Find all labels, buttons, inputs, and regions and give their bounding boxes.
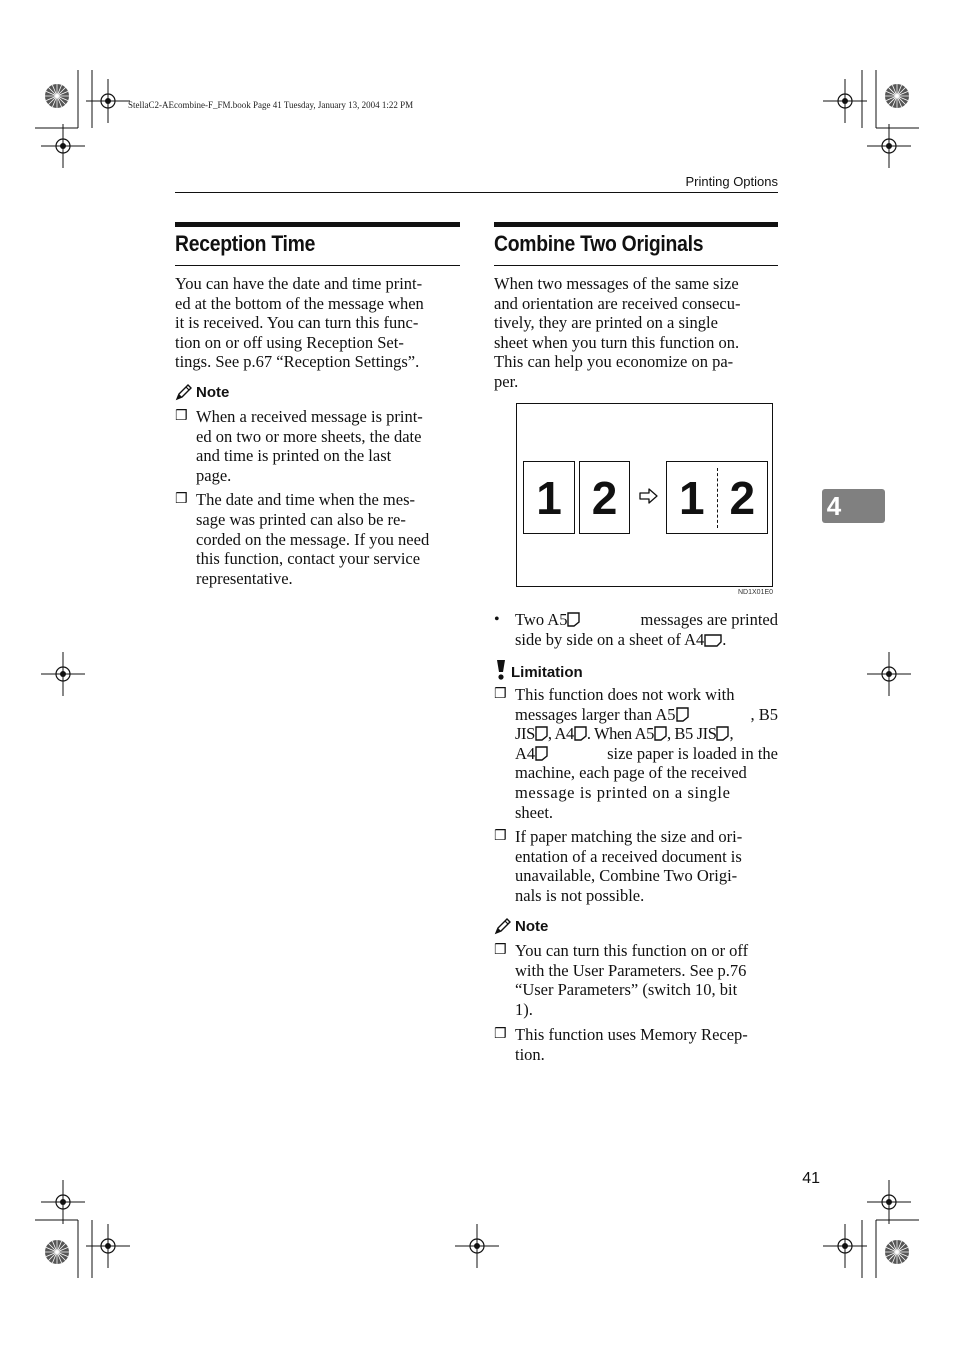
text-line: “User Parameters” (switch 10, bit [515,980,738,1000]
checkbox-bullet-icon: ❒ [494,828,507,845]
section-bar [175,222,460,227]
text-segment: side by side on a sheet of A4 [515,629,705,649]
text-line [515,724,778,744]
file-header: StellaC2-AEcombine-F_FM.book Page 41 Tuesday, January 13, 2004 1:22 PM [128,100,414,110]
page-number: 41 [802,1170,820,1187]
note-list [175,407,460,588]
running-header: Printing Options [685,174,778,189]
figure-page-2: 2 [579,461,630,534]
text-line: machine, each page of the received [515,763,747,783]
section-title-combine-two-originals: Combine Two Originals [494,231,704,256]
portrait-orientation-icon [716,726,729,741]
note-label: Note [196,384,230,401]
text-line: unavailable, Combine Two Origi- [515,866,738,886]
text-segment: . [722,629,727,649]
portrait-orientation-icon [535,746,548,761]
text-line: ed on two or more sheets, the date [196,426,422,446]
combine-figure [516,403,773,587]
text-line: entation of a received document is [515,846,742,866]
text-segment: , B5 [750,704,778,724]
text-line: This function does not work with [515,685,735,704]
pencil-note-icon [494,918,512,935]
text-line: with the User Parameters. See p.76 [515,960,747,980]
combined-page-1: 1 [678,471,705,524]
text-segment: , B5 JIS [666,724,717,744]
bullet-dot-icon: • [494,611,500,628]
text-line: If paper matching the size and ori- [515,827,743,847]
text-segment: . When A5 [586,724,654,744]
text-line: corded on the message. If you need [196,529,430,549]
figure-code: ND1X01E0 [738,589,774,596]
note-label: Note [515,918,549,935]
text-line: message is printed on a single [515,782,731,802]
text-line: You can turn this function on or off [515,941,749,960]
note-list [494,941,778,1065]
text-line: tively, they are printed on a single [494,313,718,333]
checkbox-bullet-icon: ❒ [175,408,188,424]
combined-page-2: 2 [729,471,756,524]
text-line [515,610,778,630]
text-line: tings. See p.67 “Reception Settings”. [175,352,420,372]
text-line: sheet. [515,802,554,822]
text-line: nals is not possible. [515,885,645,905]
note-item [494,941,778,1019]
landscape-orientation-icon [704,634,722,647]
portrait-orientation-icon [574,726,587,741]
text-line: When a received message is print- [196,407,423,426]
figure-caption-bullet [494,610,778,649]
text-segment: size paper is loaded in the [607,743,778,763]
text-segment: A4 [515,743,536,763]
note-item [175,407,460,485]
note-heading [175,384,229,401]
text-line: this function, contact your service [196,549,421,569]
section-bar [494,222,778,227]
note-item [175,490,460,588]
text-line [515,630,778,650]
right-arrow-icon [638,487,660,505]
chapter-tab-number: 4 [826,490,842,521]
text-line: 1). [515,999,533,1019]
text-line: When two messages of the same size [494,274,739,293]
section-rule [494,265,778,266]
text-segment: messages larger than A5 [515,704,676,724]
limitation-label: Limitation [511,663,583,681]
text-line: You can have the date and time print- [175,274,423,293]
limitation-item [494,685,778,822]
portrait-orientation-icon [654,726,667,741]
checkbox-bullet-icon: ❒ [494,686,507,702]
section-rule [175,265,460,266]
text-line: tion. [515,1044,545,1064]
text-line: sage was printed can also be re- [196,509,406,529]
text-line: per. [494,371,519,391]
portrait-orientation-icon [535,726,548,741]
checkbox-bullet-icon: ❒ [494,1026,507,1043]
checkbox-bullet-icon: ❒ [175,491,188,508]
text-line: This can help you economize on pa- [494,352,734,372]
text-line: page. [196,465,232,485]
pencil-note-icon [175,384,193,401]
portrait-orientation-icon [567,612,580,627]
text-line: The date and time when the mes- [196,490,416,510]
section-title-reception-time: Reception Time [175,231,316,256]
combine-body [494,274,778,392]
text-line: and time is printed on the last [196,446,392,466]
text-line [515,705,778,725]
figure-combined-sheet [666,461,768,534]
limitation-list [494,685,778,906]
checkbox-bullet-icon: ❒ [494,942,507,958]
limitation-heading [494,659,583,681]
text-segment: Two A5 [515,610,568,629]
exclamation-limitation-icon [494,659,508,681]
text-line: and orientation are received consecu- [494,293,741,313]
text-segment: JIS [515,724,535,744]
note-item [494,1025,778,1064]
portrait-orientation-icon [676,707,689,722]
reception-time-body [175,274,460,372]
limitation-item [494,827,778,905]
text-line: tion on or off using Reception Set- [175,332,404,352]
figure-page-1: 1 [523,461,575,534]
text-segment: messages are printed [640,610,778,629]
text-line: representative. [196,568,293,588]
text-line: ed at the bottom of the message when [175,293,424,313]
text-line: This function uses Memory Recep- [515,1025,748,1045]
text-segment: , A4 [547,724,574,744]
text-line: sheet when you turn this function on. [494,332,740,352]
text-line [515,744,778,764]
note-heading [494,918,548,935]
text-line: it is received. You can turn this func- [175,313,419,333]
header-rule [175,192,778,193]
text-segment: , [729,724,734,744]
